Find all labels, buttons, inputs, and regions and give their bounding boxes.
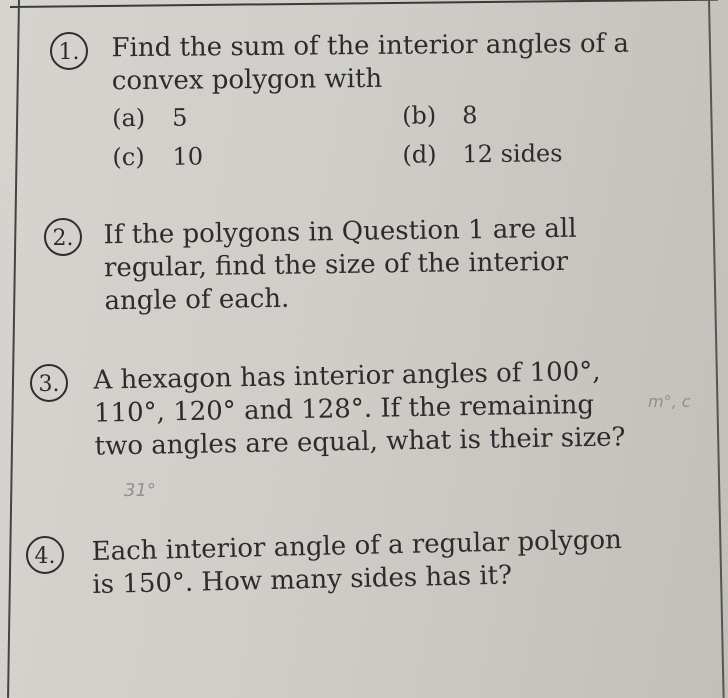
question-3-number: 3. (30, 364, 68, 402)
option-b (402, 98, 602, 133)
option-c-letter: (c) (112, 142, 145, 172)
question-1-line-2: convex polygon with (111, 63, 383, 97)
right-border-line (708, 0, 725, 698)
option-a-letter: (a) (112, 103, 146, 133)
option-d-letter: (d) (402, 140, 437, 169)
option-d-value: 12 sides (462, 139, 563, 169)
question-2 (103, 213, 577, 319)
question-4-text (91, 524, 623, 602)
question-1-number: 1. (50, 32, 88, 70)
option-b-value: 8 (462, 101, 478, 130)
question-4-number: 4. (26, 536, 64, 574)
option-c (112, 139, 402, 175)
question-2-line-3: angle of each. (104, 283, 290, 317)
option-c-value: 10 (172, 142, 204, 171)
question-3-line-3: two angles are equal, what is their size? (94, 422, 626, 462)
question-4-line-2: is 150°. How many sides has it? (92, 560, 513, 601)
question-1 (111, 28, 630, 175)
question-3 (93, 355, 626, 463)
question-2-number: 2. (44, 218, 82, 256)
top-border-line (10, 0, 718, 8)
question-2-line-1: If the polygons in Question 1 are all (103, 213, 577, 251)
question-2-text (103, 213, 577, 319)
question-1-line-1: Find the sum of the interior angles of a (111, 28, 630, 64)
handwritten-answer-note: 31° (124, 480, 156, 501)
question-3-line-2: 110°, 120° and 128°. If the remaining (93, 389, 595, 429)
option-a (112, 100, 402, 136)
option-b-letter: (b) (402, 101, 437, 130)
question-1-options (112, 98, 630, 175)
question-2-line-2: regular, find the size of the interior (103, 246, 569, 284)
left-border-line (7, 0, 20, 698)
option-d (402, 137, 602, 172)
question-4-line-1: Each interior angle of a regular polygon (91, 524, 623, 568)
question-3-text (93, 355, 626, 463)
question-3-line-1: A hexagon has interior angles of 100°, (93, 356, 601, 396)
handwritten-margin-note: m°, c (648, 392, 691, 411)
question-4 (91, 524, 623, 602)
question-1-text (111, 28, 629, 99)
option-a-value: 5 (172, 103, 188, 132)
